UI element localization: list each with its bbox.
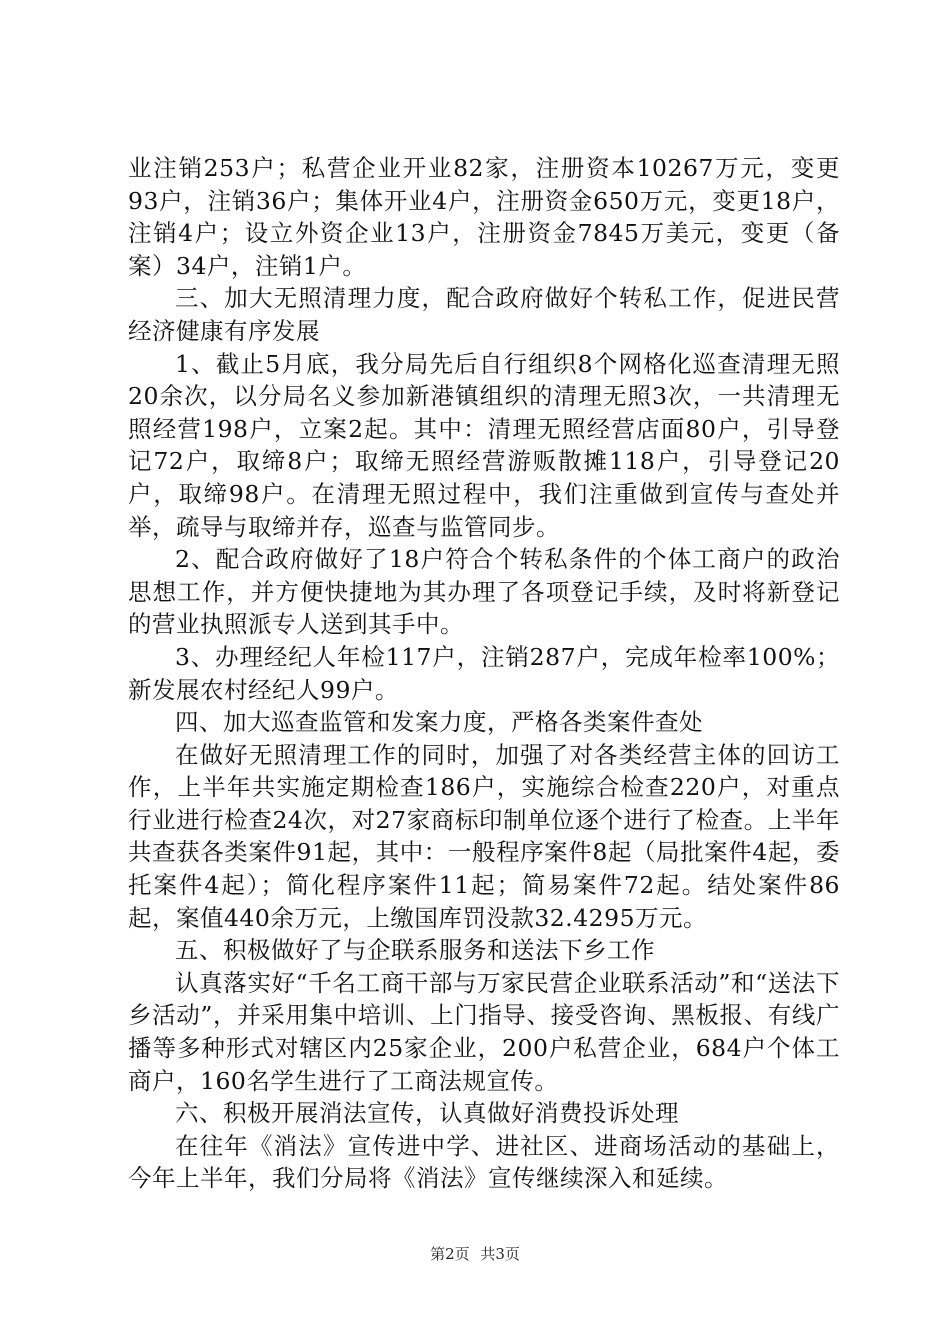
paragraph-inspection: 在做好无照清理工作的同时，加强了对各类经营主体的回访工作，上半年共实施定期检查186户，实施综合检查220户，对重点行业进行检查24次，对27家商标印制单位逐个进行了检查。上半年共查获各类案件91起，其中：一般程序案件8起（局批案件4起，委托案件4起）；简化程序案件11起；简易案件72起。结处案件86起，案值440余万元，上缴国库罚没款32.4295万元。 (128, 740, 840, 932)
document-body (128, 152, 840, 1195)
paragraph-item-1: 1、截止5月底，我分局先后自行组织8个网格化巡查清理无照20余次，以分局名义参加新港镇组织的清理无照3次，一共清理无照经营198户，立案2起。其中：清理无照经营店面80户，引导登记72户，取缔8户；取缔无照经营游贩散摊118户，引导登记20户，取缔98户。在清理无照过程中，我们注重做到宣传与查处并举，疏导与取缔并存，巡查与监管同步。 (128, 349, 840, 541)
page-number: 第2页 (430, 1245, 470, 1263)
paragraph-outreach: 认真落实好“千名工商干部与万家民营企业联系活动”和“送法下乡活动”，并采用集中培训、上门指导、接受咨询、黑板报、有线广播等多种形式对辖区内25家企业，200户私营企业，684户个体工商户，160名学生进行了工商法规宣传。 (128, 968, 840, 1095)
page-footer (0, 1244, 950, 1264)
page-total: 共3页 (480, 1245, 520, 1263)
heading-section-6: 六、积极开展消法宣传，认真做好消费投诉处理 (175, 1099, 679, 1128)
heading-section-4: 四、加大巡查监管和发案力度，严格各类案件查处 (175, 708, 703, 737)
paragraph-consumer-law: 在往年《消法》宣传进中学、进社区、进商场活动的基础上，今年上半年，我们分局将《消法》宣传继续深入和延续。 (128, 1131, 840, 1193)
heading-section-5: 五、积极做好了与企联系服务和送法下乡工作 (175, 936, 655, 965)
paragraph-item-2: 2、配合政府做好了18户符合个转私条件的个体工商户的政治思想工作，并方便快捷地为其办理了各项登记手续，及时将新登记的营业执照派专人送到其手中。 (128, 545, 840, 639)
paragraph-item-3: 3、办理经纪人年检117户，注销287户，完成年检率100%；新发展农村经纪人99户。 (128, 642, 840, 704)
paragraph-registration-stats: 业注销253户；私营企业开业82家，注册资本10267万元，变更93户，注销36户；集体开业4户，注册资金650万元，变更18户，注销4户；设立外资企业13户，注册资金7845万美元，变更（备案）34户，注销1户。 (128, 154, 840, 280)
heading-section-3: 三、加大无照清理力度，配合政府做好个转私工作，促进民营经济健康有序发展 (128, 284, 840, 345)
